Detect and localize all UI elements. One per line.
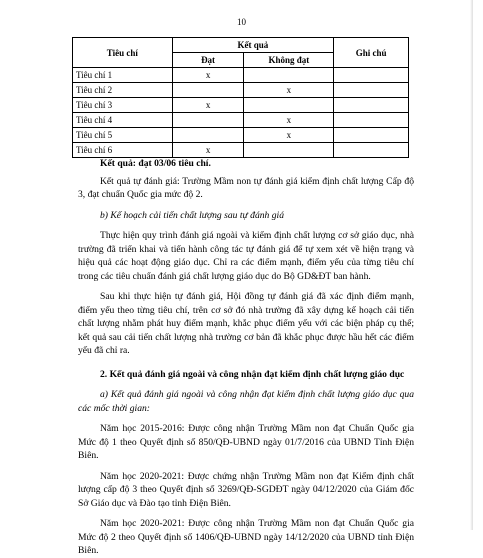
- table-row: [73, 83, 409, 98]
- table-row: [73, 68, 409, 83]
- failed-mark: [244, 143, 334, 158]
- milestone-2020-standard-paragraph: Năm học 2020-2021: Được công nhận Trường Mầm non đạt Chuẩn Quốc gia Mức độ 2 theo Quyết định số 1406/QĐ-UBND ngày 14/12/2020 của UBND tỉnh Điện Biên.: [78, 518, 414, 556]
- failed-mark: [244, 98, 334, 113]
- note-cell: [334, 128, 409, 143]
- passed-mark: x: [172, 98, 244, 113]
- passed-mark: x: [172, 143, 244, 158]
- criteria-name: Tiêu chí 3: [73, 98, 173, 113]
- criteria-name: Tiêu chí 1: [73, 68, 173, 83]
- note-cell: [334, 113, 409, 128]
- document-body: [78, 157, 414, 558]
- criteria-name: Tiêu chí 5: [73, 128, 173, 143]
- passed-mark: [172, 83, 244, 98]
- failed-mark: x: [244, 113, 334, 128]
- note-cell: [334, 83, 409, 98]
- table-header-row: [73, 38, 409, 53]
- milestone-2020-accreditation-paragraph: Năm học 2020-2021: Được chứng nhận Trường Mầm non đạt Kiểm định chất lượng cấp độ 3 theo Quyết định số 3269/QĐ-SGDĐT ngày 04/12/2020 của Giám đốc Sở Giáo dục và Đào tạo tỉnh Điện Biên.: [78, 470, 414, 509]
- passed-mark: x: [172, 68, 244, 83]
- note-cell: [334, 98, 409, 113]
- table-row: [73, 128, 409, 143]
- passed-mark: [172, 128, 244, 143]
- note-cell: [334, 68, 409, 83]
- criteria-name: Tiêu chí 6: [73, 143, 173, 158]
- failed-mark: [244, 68, 334, 83]
- header-failed: Không đạt: [244, 53, 334, 68]
- passed-mark: [172, 113, 244, 128]
- header-criteria: Tiêu chí: [73, 38, 173, 68]
- failed-mark: x: [244, 128, 334, 143]
- improvement-paragraph: Sau khi thực hiện tự đánh giá, Hội đồng tự đánh giá đã xác định điểm mạnh, điểm yếu theo từng tiêu chí, trên cơ sở đó nhà trường đã xây dựng kế hoạch cải tiến chất lượng nhằm phát huy điểm mạnh, khắc phục điểm yếu với các biện pháp cụ thể; kết quả sau cải tiến chất lượng nhà trường cơ bản đã khắc phục được hầu hết các điểm yếu đã chỉ ra.: [78, 291, 414, 356]
- header-passed: Đạt: [172, 53, 244, 68]
- criteria-results-table: [72, 37, 409, 158]
- page-number: 10: [237, 17, 246, 27]
- milestone-2015-paragraph: Năm học 2015-2016: Được công nhận Trường Mầm non đạt Chuẩn Quốc gia Mức độ 1 theo Quyết định số 850/QĐ-UBND ngày 01/7/2016 của UBND Tỉnh Điện Biên.: [78, 423, 414, 461]
- section-2-heading: 2. Kết quả đánh giá ngoài và công nhận đạt kiểm định chất lượng giáo dục: [100, 368, 405, 380]
- external-assessment-heading: a) Kết quả đánh giá ngoài và công nhận đạt kiểm định chất lượng giáo dục qua các mốc thời gian:: [78, 389, 414, 414]
- failed-mark: x: [244, 83, 334, 98]
- table-row: [73, 98, 409, 113]
- note-cell: [334, 143, 409, 158]
- criteria-name: Tiêu chí 2: [73, 83, 173, 98]
- process-paragraph: Thực hiện quy trình đánh giá ngoài và kiểm định chất lượng cơ sở giáo dục, nhà trường đã triển khai và tiến hành công tác tự đánh giá để tự xem xét về hiện trạng và hiệu quả các hoạt động giáo dục. Chỉ ra các điểm mạnh, điểm yếu của từng tiêu chí trong các tiêu chuẩn đánh giá chất lượng giáo dục do Bộ GD&ĐT ban hành.: [78, 230, 414, 282]
- self-assessment-paragraph: Kết quả tự đánh giá: Trường Mầm non tự đánh giá kiểm định chất lượng Cấp độ 3, đạt chuẩn Quốc gia mức độ 2.: [78, 175, 414, 200]
- table-row: [73, 113, 409, 128]
- criteria-name: Tiêu chí 4: [73, 113, 173, 128]
- table-row: [73, 143, 409, 158]
- header-result: Kết quả: [172, 38, 334, 53]
- header-note: Ghi chú: [334, 38, 409, 68]
- page-edge-shadow: [470, 0, 473, 530]
- improvement-plan-heading: b) Kế hoạch cải tiến chất lượng sau tự đánh giá: [100, 209, 284, 221]
- result-summary: Kết quả: đạt 03/06 tiêu chí.: [100, 158, 211, 169]
